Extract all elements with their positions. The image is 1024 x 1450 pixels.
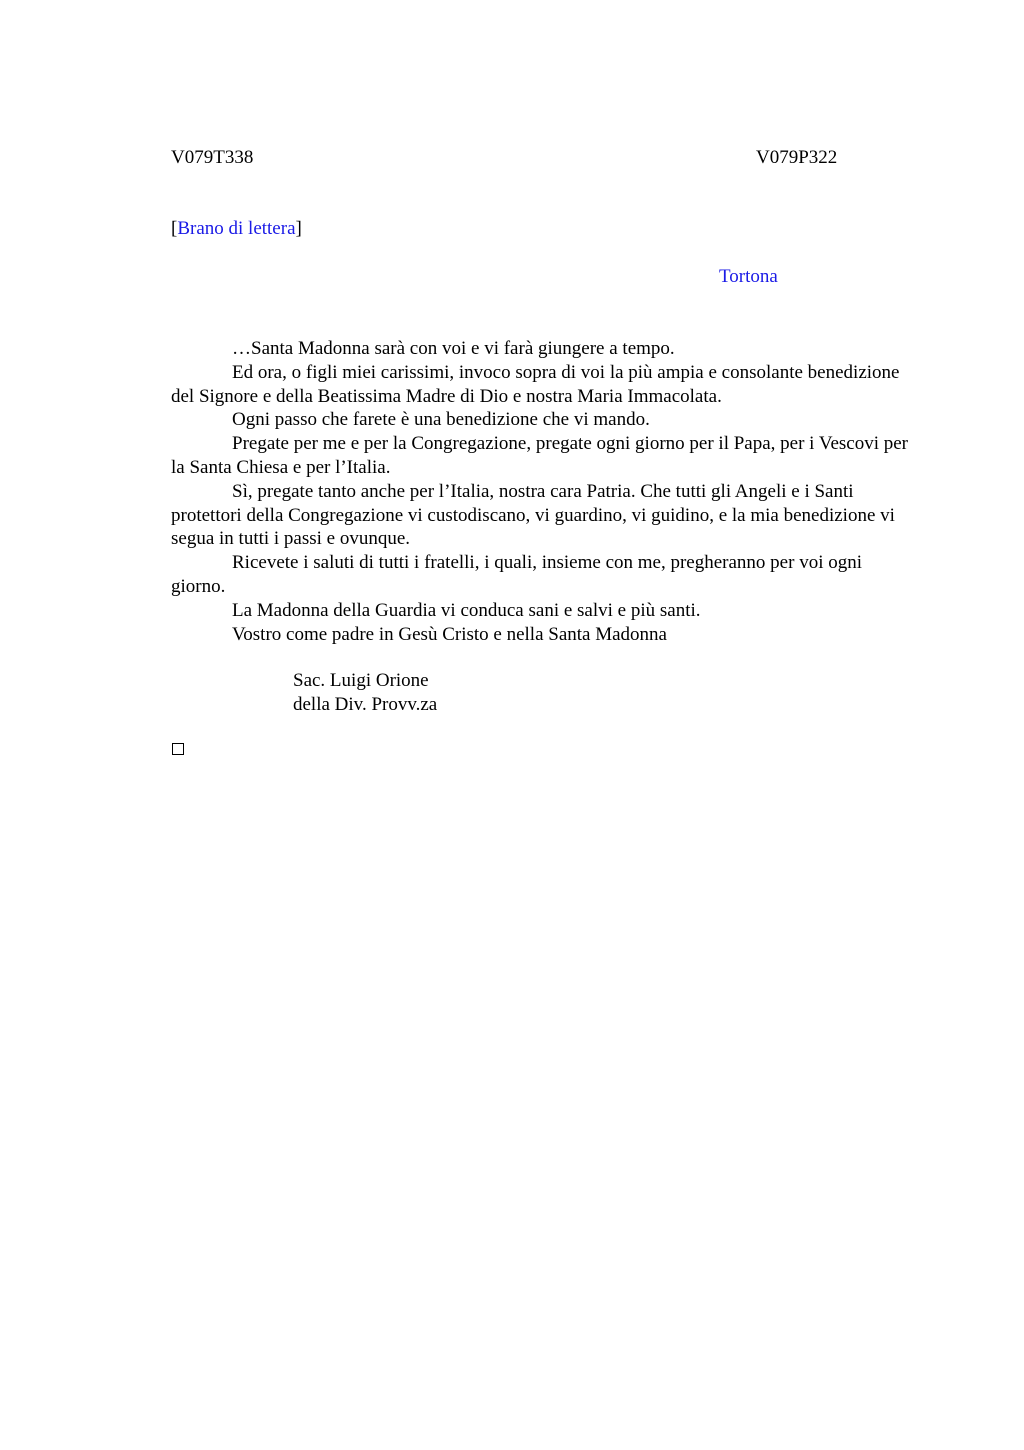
signature-name: Sac. Luigi Orione [293,670,429,691]
letter-paragraph: Vostro come padre in Gesù Cristo e nella Santa Madonna [232,623,667,645]
document-code-right: V079P322 [756,147,838,168]
document-code-left: V079T338 [171,147,254,168]
letter-paragraph: Ed ora, o figli miei carissimi, invoco sopra di voi la più ampia e consolante benedizione del Signore e della Beatissima Madre di Dio e nostra Maria Immacolata. [171,361,900,407]
end-square-icon [172,743,184,755]
letter-body [171,337,919,646]
signature-block [293,669,437,717]
letter-paragraph: Pregate per me e per la Congregazione, pregate ogni giorno per il Papa, per i Vescovi per la Santa Chiesa e per l’Italia. [171,433,909,478]
signature-title: della Div. Provv.za [293,693,438,715]
document-heading [171,218,302,240]
heading-open-bracket: [ [171,218,178,239]
letter-paragraph: Sì, pregate tanto anche per l’Italia, nostra cara Patria. Che tutti gli Angeli e i Santi protettori della Congregazione vi custodiscano, vi guardino, vi guidino, e la mia benedizione vi segua in tutti i passi e ovunque. [171,480,895,550]
letter-place: Tortona [719,266,778,287]
letter-paragraph: Ogni passo che farete è una benedizione che vi mando. [232,409,650,431]
heading-title: Brano di lettera [177,218,296,239]
letter-paragraph: …Santa Madonna sarà con voi e vi farà giungere a tempo. [232,338,675,359]
heading-close-bracket: ] [295,218,302,239]
letter-paragraph: La Madonna della Guardia vi conduca sani e salvi e più santi. [232,599,701,621]
letter-paragraph: Ricevete i saluti di tutti i fratelli, i quali, insieme con me, pregheranno per voi ogni giorno. [171,552,862,597]
